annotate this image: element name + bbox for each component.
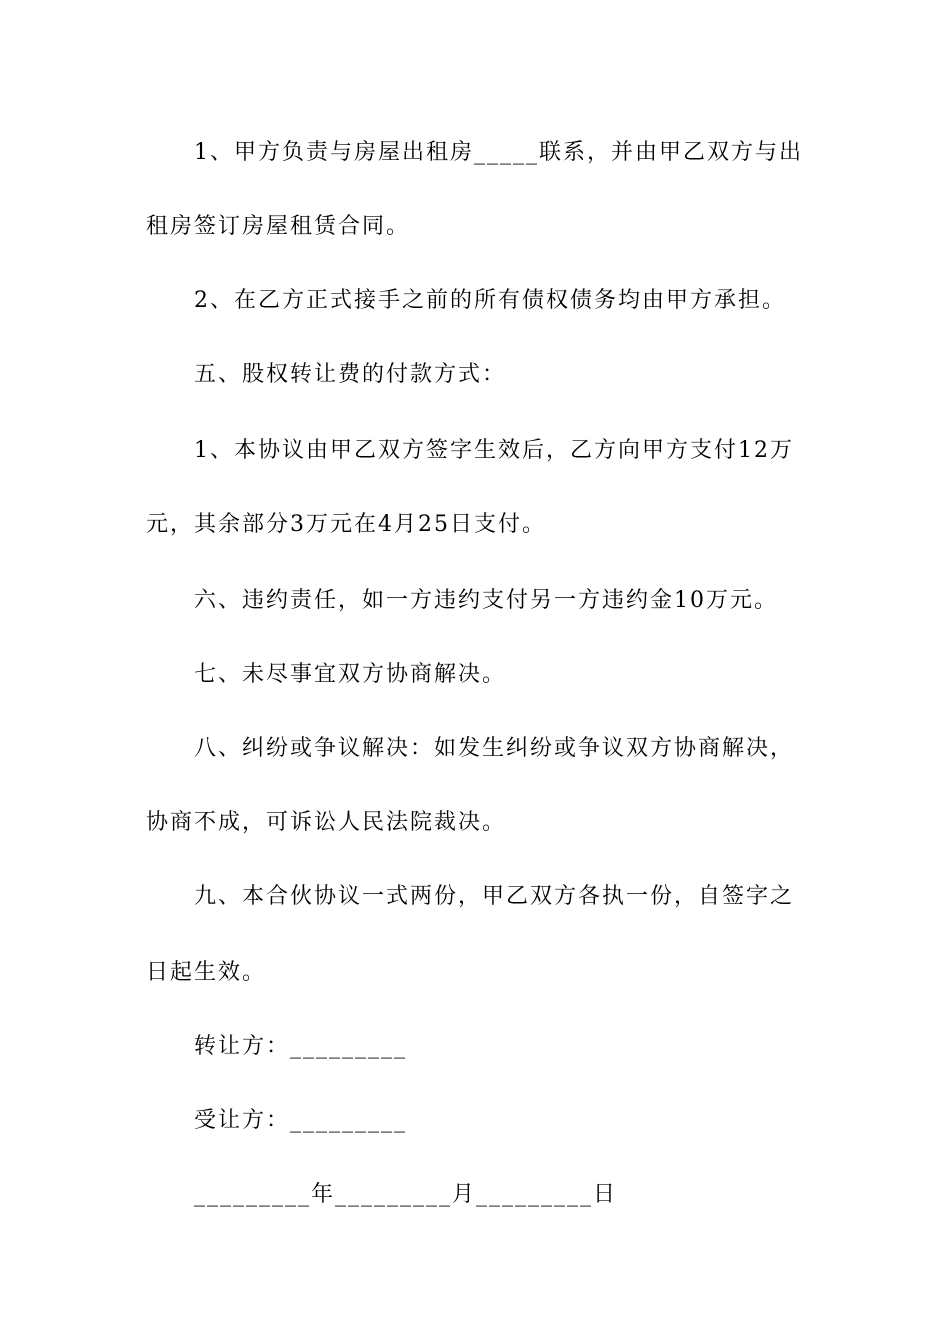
date-line: _________年_________月_________日 bbox=[194, 1182, 618, 1207]
clause-1-line-1: 1、甲方负责与房屋出租房_____联系，并由甲乙双方与出 bbox=[194, 140, 803, 165]
section-8-line-2: 协商不成，可诉讼人民法院裁决。 bbox=[146, 810, 507, 835]
section-8-line-1: 八、纠纷或争议解决：如发生纠纷或争议双方协商解决， bbox=[194, 736, 795, 761]
transferee-signature-line: 受让方：_________ bbox=[194, 1108, 408, 1133]
clause-2-line: 2、在乙方正式接手之前的所有债权债务均由甲方承担。 bbox=[194, 288, 786, 313]
section-6-line: 六、违约责任，如一方违约支付另一方违约金10万元。 bbox=[194, 588, 778, 613]
section-9-line-2: 日起生效。 bbox=[146, 960, 267, 985]
section-9-line-1: 九、本合伙协议一式两份，甲乙双方各执一份，自签字之 bbox=[194, 884, 795, 909]
payment-line-2: 元，其余部分3万元在4月25日支付。 bbox=[146, 512, 546, 537]
clause-1-line-2: 租房签订房屋租赁合同。 bbox=[146, 214, 411, 239]
payment-line-1: 1、本协议由甲乙双方签字生效后，乙方向甲方支付12万 bbox=[194, 438, 794, 463]
transferor-signature-line: 转让方：_________ bbox=[194, 1034, 408, 1059]
section-7-line: 七、未尽事宜双方协商解决。 bbox=[194, 662, 507, 687]
section-5-heading: 五、股权转让费的付款方式： bbox=[194, 362, 507, 387]
